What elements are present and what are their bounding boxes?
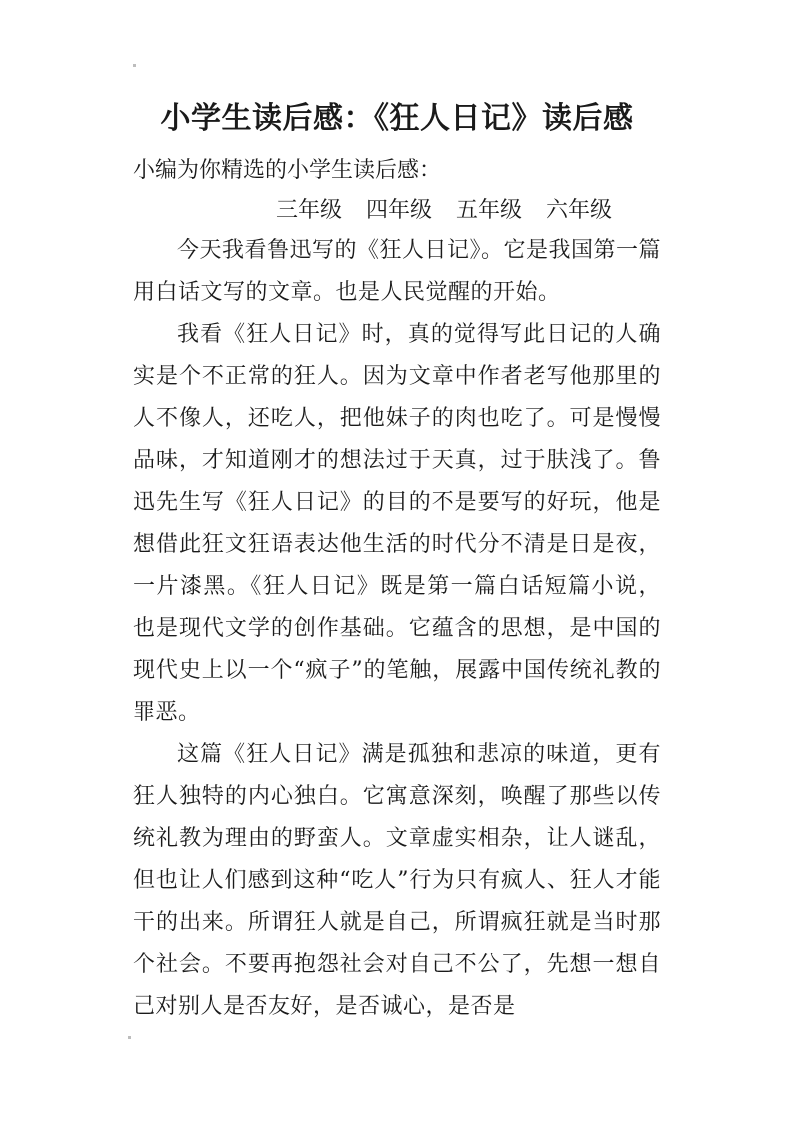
document-title: 小学生读后感：《狂人日记》读后感 xyxy=(160,101,634,136)
paragraph: 今天我看鲁迅写的《狂人日记》。它是我国第一篇用白话文写的文章。也是人民觉醒的开始。 xyxy=(133,238,662,305)
page-corner-mark xyxy=(133,64,136,67)
intro-line: 小编为你精选的小学生读后感： xyxy=(133,158,442,183)
grade-link-3[interactable]: 三年级 xyxy=(276,198,343,223)
grade-links xyxy=(276,190,612,232)
grade-link-5[interactable]: 五年级 xyxy=(456,198,523,223)
paragraph: 这篇《狂人日记》满是孤独和悲凉的味道，更有狂人独特的内心独白。它寓意深刻，唤醒了那些以传统礼教为理由的野蛮人。文章虚实相杂，让人谜乱，但也让人们感到这种“吃人”行为只有疯人、狂人才能干的出来。所谓狂人就是自己，所谓疯狂就是当时那个社会。不要再抱怨社会对自己不公了，先想一想自己对别人是否友好，是否诚心，是否是 xyxy=(133,742,661,1019)
grade-link-6[interactable]: 六年级 xyxy=(546,198,613,223)
grade-link-4[interactable]: 四年级 xyxy=(366,198,433,223)
article-body xyxy=(133,230,661,1028)
page-corner-mark xyxy=(128,1036,131,1039)
paragraph: 我看《狂人日记》时，真的觉得写此日记的人确实是个不正常的狂人。因为文章中作者老写他那里的人不像人，还吃人，把他妹子的肉也吃了。可是慢慢品味，才知道刚才的想法过于天真，过于肤浅了。鲁迅先生写《狂人日记》的目的不是要写的好玩，他是想借此狂文狂语表达他生活的时代分不清是日是夜，一片漆黑。《狂人日记》既是第一篇白话短篇小说，也是现代文学的创作基础。它蕴含的思想，是中国的现代史上以一个“疯子”的笔触，展露中国传统礼教的罪恶。 xyxy=(133,322,661,725)
